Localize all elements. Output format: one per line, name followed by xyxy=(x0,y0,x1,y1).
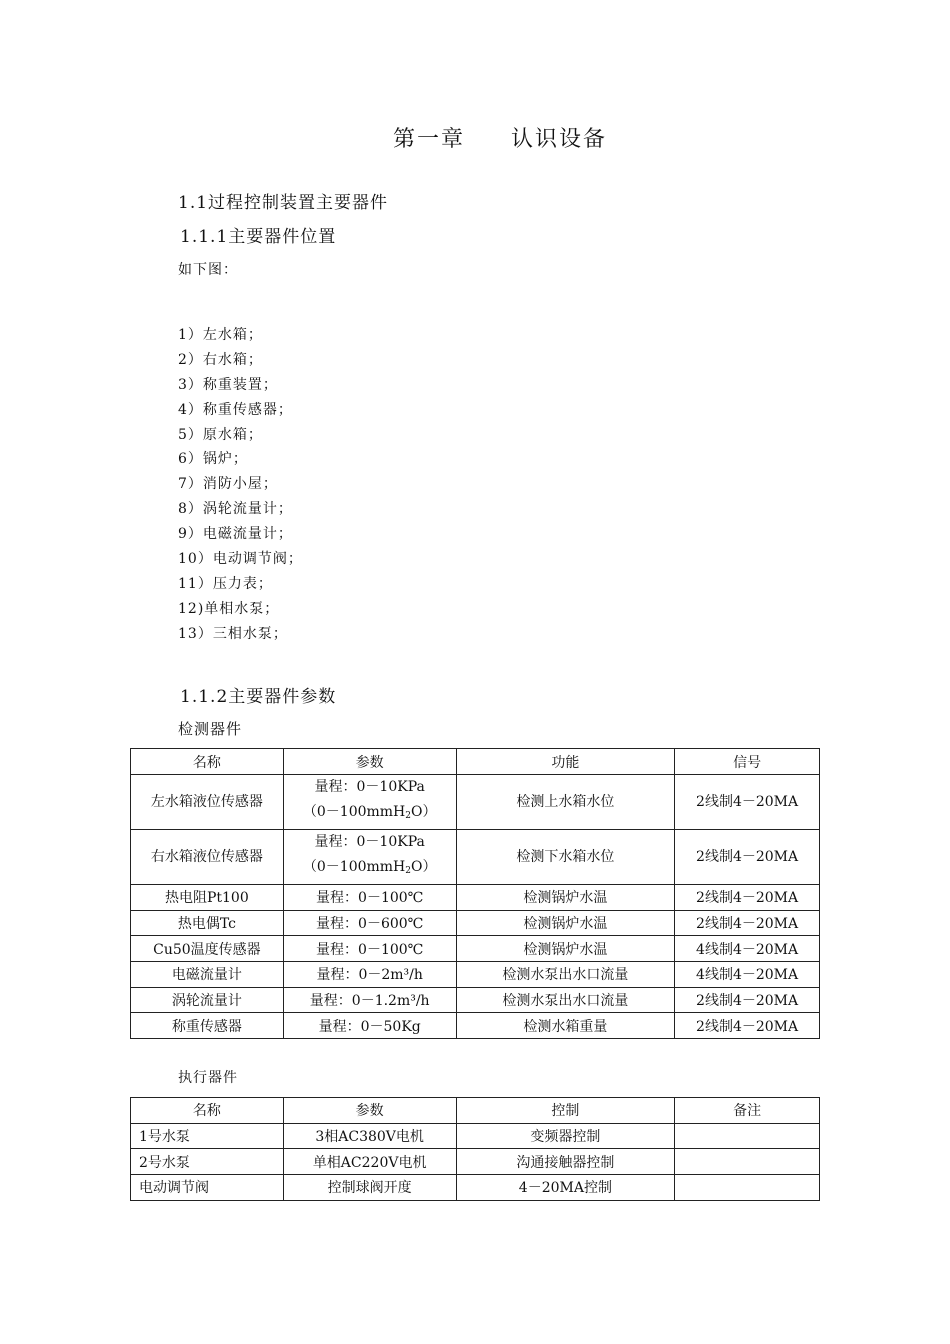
table-row xyxy=(131,962,820,988)
cell-param xyxy=(283,830,456,885)
cell-param: 量程：0－50Kg xyxy=(283,1013,456,1039)
header-name: 名称 xyxy=(131,1098,284,1124)
header-name: 名称 xyxy=(131,749,284,775)
list-item: 2）右水箱； xyxy=(178,351,263,368)
header-function: 功能 xyxy=(456,749,675,775)
list-item: 6）锅炉； xyxy=(178,451,248,468)
table-row xyxy=(131,987,820,1013)
table-row xyxy=(131,1123,820,1149)
table-row xyxy=(131,830,820,885)
table-row xyxy=(131,775,820,830)
cell-name: 称重传感器 xyxy=(131,1013,284,1039)
cell-param: 控制球阀开度 xyxy=(283,1175,456,1201)
table-row xyxy=(131,910,820,936)
component-list xyxy=(178,323,303,647)
param-range: 量程：0－10KPa xyxy=(314,779,425,795)
list-item: 7）消防小屋； xyxy=(178,476,278,493)
cell-name: 涡轮流量计 xyxy=(131,987,284,1013)
cell-param: 3相AC380V电机 xyxy=(283,1123,456,1149)
cell-name: 电动调节阀 xyxy=(131,1175,284,1201)
list-item: 10）电动调节阀； xyxy=(178,551,303,568)
cell-param xyxy=(283,775,456,830)
table-row xyxy=(131,1013,820,1039)
actuator-devices-table xyxy=(130,1097,820,1201)
table-row xyxy=(131,936,820,962)
cell-function: 检测下水箱水位 xyxy=(456,830,675,885)
cell-name: 2号水泵 xyxy=(131,1149,284,1175)
list-item: 9）电磁流量计； xyxy=(178,526,293,543)
cell-function: 检测锅炉水温 xyxy=(456,936,675,962)
cell-function: 检测水箱重量 xyxy=(456,1013,675,1039)
table-row xyxy=(131,1175,820,1201)
section-heading: 1.1过程控制装置主要器件 xyxy=(178,193,389,213)
chapter-title xyxy=(0,122,950,153)
cell-function: 检测水泵出水口流量 xyxy=(456,962,675,988)
cell-name: 热电偶Tc xyxy=(131,910,284,936)
param-alt-text-end: O） xyxy=(411,859,437,875)
cell-param: 量程：0－100℃ xyxy=(283,936,456,962)
param-range: 量程：0－10KPa xyxy=(314,834,425,850)
table-row xyxy=(131,885,820,911)
header-signal: 信号 xyxy=(675,749,820,775)
cell-signal: 2线制4－20MA xyxy=(675,910,820,936)
param-alt-subscript: 2 xyxy=(405,811,411,821)
cell-name: Cu50温度传感器 xyxy=(131,936,284,962)
cell-function: 检测水泵出水口流量 xyxy=(456,987,675,1013)
cell-signal: 2线制4－20MA xyxy=(675,885,820,911)
cell-signal: 2线制4－20MA xyxy=(675,987,820,1013)
table-header-row xyxy=(131,749,820,775)
header-param: 参数 xyxy=(283,749,456,775)
chapter-number: 第一章 xyxy=(392,127,465,152)
table-header-row xyxy=(131,1098,820,1124)
detect-table-caption: 检测器件 xyxy=(178,720,243,738)
intro-text: 如下图： xyxy=(178,262,238,278)
cell-param: 单相AC220V电机 xyxy=(283,1149,456,1175)
cell-function: 检测锅炉水温 xyxy=(456,885,675,911)
cell-param: 量程：0－2m³/h xyxy=(283,962,456,988)
cell-param: 量程：0－1.2m³/h xyxy=(283,987,456,1013)
header-note: 备注 xyxy=(675,1098,820,1124)
header-param: 参数 xyxy=(283,1098,456,1124)
cell-signal: 2线制4－20MA xyxy=(675,1013,820,1039)
cell-signal: 2线制4－20MA xyxy=(675,775,820,830)
cell-name: 1号水泵 xyxy=(131,1123,284,1149)
cell-name: 右水箱液位传感器 xyxy=(131,830,284,885)
cell-control: 沟通接触器控制 xyxy=(456,1149,675,1175)
param-alt-text-end: O） xyxy=(411,804,437,820)
cell-name: 热电阻Pt100 xyxy=(131,885,284,911)
cell-name: 左水箱液位传感器 xyxy=(131,775,284,830)
header-control: 控制 xyxy=(456,1098,675,1124)
exec-table-caption: 执行器件 xyxy=(178,1070,238,1086)
cell-control: 变频器控制 xyxy=(456,1123,675,1149)
list-item: 3）称重装置； xyxy=(178,376,278,393)
list-item: 8）涡轮流量计； xyxy=(178,501,293,518)
param-alt-subscript: 2 xyxy=(405,866,411,876)
detection-devices-table xyxy=(130,748,820,1039)
cell-signal: 4线制4－20MA xyxy=(675,962,820,988)
cell-note xyxy=(675,1175,820,1201)
cell-param: 量程：0－600℃ xyxy=(283,910,456,936)
list-item: 5）原水箱； xyxy=(178,426,263,443)
cell-param: 量程：0－100℃ xyxy=(283,885,456,911)
cell-note xyxy=(675,1123,820,1149)
subsection-heading-parameters: 1.1.2主要器件参数 xyxy=(180,687,337,707)
cell-name: 电磁流量计 xyxy=(131,962,284,988)
cell-signal: 4线制4－20MA xyxy=(675,936,820,962)
cell-function: 检测上水箱水位 xyxy=(456,775,675,830)
param-range-alt xyxy=(284,800,456,829)
list-item: 12)单相水泵； xyxy=(178,600,280,617)
param-range-alt xyxy=(284,855,456,884)
cell-control: 4－20MA控制 xyxy=(456,1175,675,1201)
list-item: 13）三相水泵； xyxy=(178,625,288,642)
list-item: 4）称重传感器； xyxy=(178,401,293,418)
chapter-name: 认识设备 xyxy=(511,127,608,152)
subsection-heading-positions: 1.1.1主要器件位置 xyxy=(180,227,337,247)
cell-signal: 2线制4－20MA xyxy=(675,830,820,885)
table-row xyxy=(131,1149,820,1175)
param-alt-text: （0－100mmH xyxy=(302,859,406,875)
cell-note xyxy=(675,1149,820,1175)
cell-function: 检测锅炉水温 xyxy=(456,910,675,936)
list-item: 11）压力表； xyxy=(178,575,273,592)
param-alt-text: （0－100mmH xyxy=(302,804,406,820)
list-item: 1）左水箱； xyxy=(178,327,263,343)
